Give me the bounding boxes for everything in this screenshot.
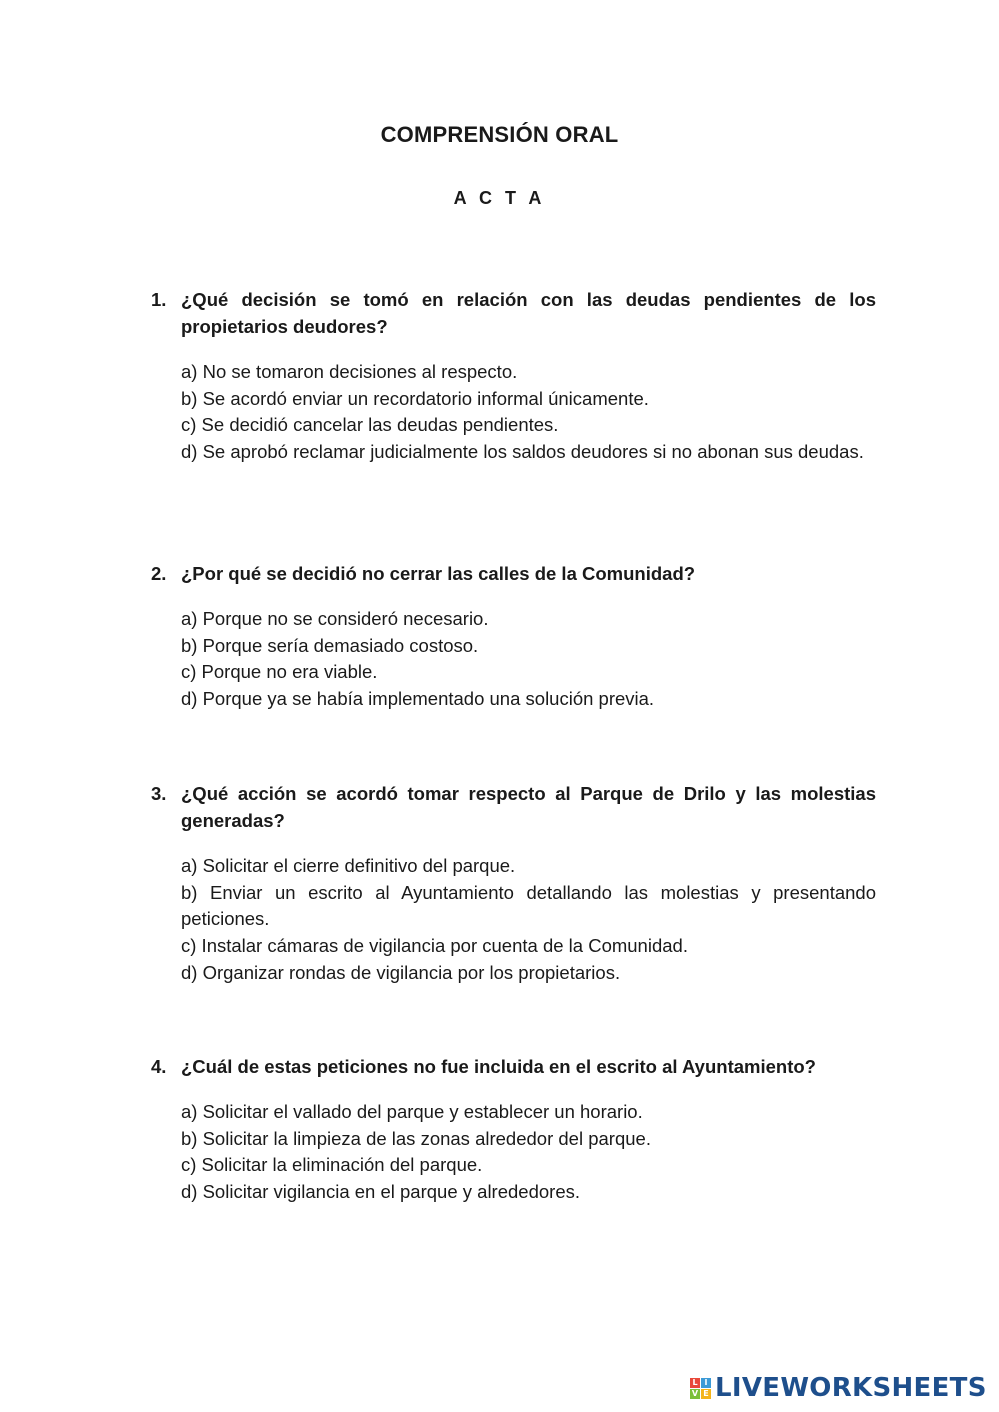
options-list bbox=[181, 606, 876, 713]
option-d[interactable]: d) Se aprobó reclamar judicialmente los saldos deudores si no abonan sus deudas. bbox=[181, 441, 864, 463]
liveworksheets-logo bbox=[690, 1372, 987, 1404]
option-b[interactable]: b) Se acordó enviar un recordatorio informal únicamente. bbox=[181, 387, 649, 409]
option-a[interactable]: a) Solicitar el vallado del parque y establecer un horario. bbox=[181, 1101, 643, 1122]
option-c[interactable]: c) Se decidió cancelar las deudas pendientes. bbox=[181, 414, 559, 436]
question-text: ¿Qué acción se acordó tomar respecto al Parque de Drilo y las molestias generadas? bbox=[181, 783, 876, 831]
option-a[interactable]: a) Porque no se consideró necesario. bbox=[181, 608, 489, 629]
question-number: 4. bbox=[151, 1056, 167, 1077]
option-b[interactable]: b) Porque sería demasiado costoso. bbox=[181, 634, 479, 656]
question-text: ¿Por qué se decidió no cerrar las calles de la Comunidad? bbox=[181, 563, 696, 584]
option-d[interactable]: d) Porque ya se había implementado una solución previa. bbox=[181, 688, 655, 710]
options-list bbox=[181, 853, 876, 987]
option-a[interactable]: a) Solicitar el cierre definitivo del parque. bbox=[181, 855, 516, 876]
question-header bbox=[151, 1053, 876, 1080]
question-3 bbox=[151, 780, 876, 987]
question-number: 2. bbox=[151, 563, 167, 584]
option-d[interactable]: d) Solicitar vigilancia en el parque y alrededores. bbox=[181, 1181, 580, 1203]
logo-letter: E bbox=[701, 1389, 711, 1399]
option-c[interactable]: c) Porque no era viable. bbox=[181, 661, 378, 683]
option-b[interactable]: b) Enviar un escrito al Ayuntamiento detallando las molestias y presentando peticiones. bbox=[181, 881, 876, 930]
logo-letter: V bbox=[691, 1388, 699, 1398]
option-c[interactable]: c) Solicitar la eliminación del parque. bbox=[181, 1154, 483, 1176]
logo-letter: L bbox=[690, 1378, 700, 1388]
options-list bbox=[181, 1099, 876, 1206]
options-list bbox=[181, 359, 876, 466]
question-4 bbox=[151, 1053, 876, 1206]
option-a[interactable]: a) No se tomaron decisiones al respecto. bbox=[181, 361, 518, 382]
question-header bbox=[151, 286, 876, 340]
liveworksheets-logo-icon bbox=[690, 1378, 711, 1399]
question-text: ¿Cuál de estas peticiones no fue incluida en el escrito al Ayuntamiento? bbox=[181, 1056, 816, 1077]
document-title: COMPRENSIÓN ORAL bbox=[380, 122, 619, 147]
question-2 bbox=[151, 560, 876, 713]
question-text: ¿Qué decisión se tomó en relación con las deudas pendientes de los propietarios deudores? bbox=[181, 289, 876, 337]
question-number: 1. bbox=[151, 289, 167, 310]
logo-text: LIVEWORKSHEETS bbox=[715, 1373, 987, 1403]
option-c[interactable]: c) Instalar cámaras de vigilancia por cuenta de la Comunidad. bbox=[181, 935, 688, 957]
logo-letter: I bbox=[701, 1378, 711, 1388]
question-1 bbox=[151, 286, 876, 466]
option-d[interactable]: d) Organizar rondas de vigilancia por los propietarios. bbox=[181, 961, 621, 983]
question-number: 3. bbox=[151, 783, 167, 804]
document-subtitle: A C T A bbox=[453, 188, 546, 208]
question-header bbox=[151, 560, 876, 587]
question-header bbox=[151, 780, 876, 834]
option-b[interactable]: b) Solicitar la limpieza de las zonas alrededor del parque. bbox=[181, 1127, 651, 1149]
